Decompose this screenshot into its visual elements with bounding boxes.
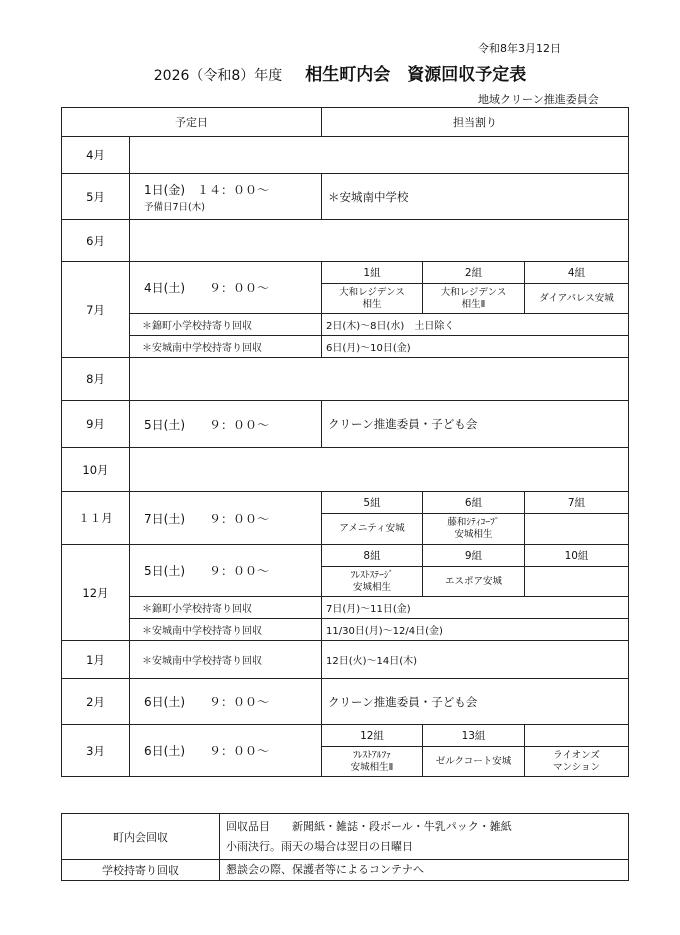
group-number: 5組 <box>322 492 423 514</box>
header-scheduled: 予定日 <box>62 108 322 137</box>
collection-period: 6日(月)～10日(金) <box>322 336 629 358</box>
title-year: 2026（令和8）年度 <box>153 68 283 84</box>
town-collection-row <box>62 814 629 860</box>
collection-notes-table <box>61 813 629 881</box>
document-title <box>0 60 680 85</box>
row-december-groups <box>62 545 629 567</box>
row-february <box>62 679 629 725</box>
date-cell <box>130 174 322 220</box>
group-number: 2組 <box>423 262 525 284</box>
town-collection-details <box>220 814 629 860</box>
building-name: ﾌﾚｽﾄｽﾃｰｼﾞ 安城相生 <box>322 567 423 597</box>
row-june <box>62 220 629 262</box>
collection-period: 12日(火)～14日(木) <box>322 641 629 679</box>
row-january <box>62 641 629 679</box>
month-label: １１月 <box>62 492 130 545</box>
building-name: 藤和ｼﾃｨｺｰﾌﾟ 安城相生 <box>423 514 525 545</box>
month-label: 3月 <box>62 725 130 777</box>
month-label: 12月 <box>62 545 130 641</box>
row-july-school2 <box>62 336 629 358</box>
group-number: 9組 <box>423 545 525 567</box>
month-label: 4月 <box>62 137 130 174</box>
group-number: 6組 <box>423 492 525 514</box>
month-label: 10月 <box>62 448 130 492</box>
school-collection-label: ＊錦町小学校持寄り回収 <box>130 597 322 619</box>
date-cell: 4日(土) ９：００～ <box>130 262 322 314</box>
school-collection-details: 懇談会の際、保護者等によるコンテナへ <box>220 860 629 881</box>
month-label: 6月 <box>62 220 130 262</box>
group-number <box>525 725 629 747</box>
row-december-school1 <box>62 597 629 619</box>
row-december-school2 <box>62 619 629 641</box>
title-main: 相生町内会 資源回収予定表 <box>305 65 527 85</box>
date-cell: 7日(土) ９：００～ <box>130 492 322 545</box>
group-number: 4組 <box>525 262 629 284</box>
building-name: ゼルクコート安城 <box>423 747 525 777</box>
group-number: 13組 <box>423 725 525 747</box>
group-number: 10組 <box>525 545 629 567</box>
month-label: 9月 <box>62 401 130 448</box>
empty-cell <box>130 220 629 262</box>
row-september <box>62 401 629 448</box>
row-july-groups <box>62 262 629 284</box>
empty-cell <box>130 137 629 174</box>
empty-cell <box>130 358 629 401</box>
date-cell: 5日(土) ９：００～ <box>130 401 322 448</box>
school-collection-row <box>62 860 629 881</box>
building-name: エスポア安城 <box>423 567 525 597</box>
row-april <box>62 137 629 174</box>
town-collection-label: 町内会回収 <box>62 814 220 860</box>
date-cell: 6日(土) ９：００～ <box>130 679 322 725</box>
building-name: アメニティ安城 <box>322 514 423 545</box>
building-name: ﾌﾚｽﾄｱﾙﾌｧ 安城相生Ⅱ <box>322 747 423 777</box>
school-collection-label: ＊安城南中学校持寄り回収 <box>130 336 322 358</box>
document-date: 令和8年3月12日 <box>478 42 561 55</box>
building-name: ダイアパレス安城 <box>525 284 629 314</box>
assignment-cell: ＊安城南中学校 <box>322 174 629 220</box>
month-label: 5月 <box>62 174 130 220</box>
group-number: 8組 <box>322 545 423 567</box>
building-name <box>525 567 629 597</box>
reserve-date: 予備日7日(木) <box>144 201 205 213</box>
collection-period: 11/30日(月)～12/4日(金) <box>322 619 629 641</box>
month-label: 7月 <box>62 262 130 358</box>
organization-name: 地域クリーン推進委員会 <box>478 93 599 106</box>
building-name: 大和レジデンス 相生Ⅱ <box>423 284 525 314</box>
group-number: 1組 <box>322 262 423 284</box>
school-collection-label: 学校持寄り回収 <box>62 860 220 881</box>
group-number: 12組 <box>322 725 423 747</box>
school-collection-label: ＊錦町小学校持寄り回収 <box>130 314 322 336</box>
date-cell: 6日(土) ９：００～ <box>130 725 322 777</box>
date-text: 1日(金) １４：００～ <box>144 182 269 197</box>
collection-items: 回収品目 新聞紙・雑誌・段ボール・牛乳パック・雑紙 <box>226 819 512 833</box>
row-march-groups <box>62 725 629 747</box>
row-october <box>62 448 629 492</box>
school-collection-label: ＊安城南中学校持寄り回収 <box>130 619 322 641</box>
assignment-cell: クリーン推進委員・子ども会 <box>322 679 629 725</box>
building-name: 大和レジデンス 相生 <box>322 284 423 314</box>
empty-cell <box>130 448 629 492</box>
assignment-cell: クリーン推進委員・子ども会 <box>322 401 629 448</box>
header-assignment: 担当割り <box>322 108 629 137</box>
month-label: 2月 <box>62 679 130 725</box>
month-label: 8月 <box>62 358 130 401</box>
building-name <box>525 514 629 545</box>
rain-policy: 小雨決行。雨天の場合は翌日の日曜日 <box>226 839 413 853</box>
row-may <box>62 174 629 220</box>
collection-period: 7日(月)～11日(金) <box>322 597 629 619</box>
school-collection-label: ＊安城南中学校持寄り回収 <box>130 641 322 679</box>
row-november-groups <box>62 492 629 514</box>
group-number: 7組 <box>525 492 629 514</box>
collection-period: 2日(木)～8日(水) 土日除く <box>322 314 629 336</box>
schedule-table <box>61 107 629 777</box>
row-july-school1 <box>62 314 629 336</box>
date-cell: 5日(土) ９：００～ <box>130 545 322 597</box>
month-label: 1月 <box>62 641 130 679</box>
building-name: ライオンズ マンション <box>525 747 629 777</box>
table-header-row <box>62 108 629 137</box>
row-august <box>62 358 629 401</box>
